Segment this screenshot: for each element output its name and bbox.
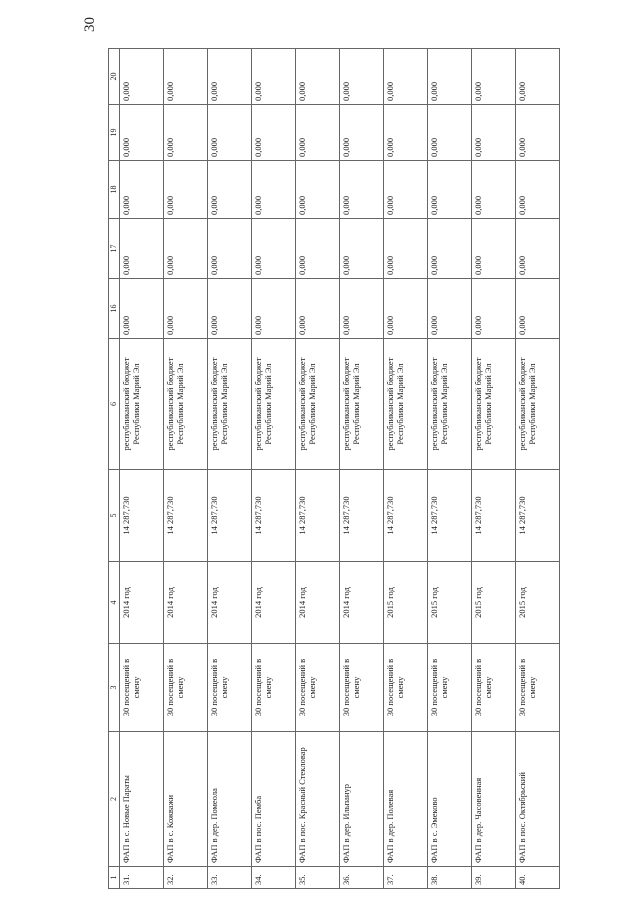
value-20-cell: 0,000 xyxy=(164,49,208,105)
value-18-cell: 0,000 xyxy=(208,161,252,219)
value-18-cell: 0,000 xyxy=(340,161,384,219)
table-row xyxy=(164,49,208,889)
value-20-cell: 0,000 xyxy=(252,49,296,105)
value-17-cell: 0,000 xyxy=(252,219,296,279)
row-number-cell: 37. xyxy=(384,867,428,889)
table-row xyxy=(472,49,516,889)
value-18-cell: 0,000 xyxy=(164,161,208,219)
value-20-cell: 0,000 xyxy=(120,49,164,105)
column-number: 5 xyxy=(109,470,120,562)
cost-cell: 14 287,730 xyxy=(516,470,560,562)
value-18-cell: 0,000 xyxy=(384,161,428,219)
value-17-cell: 0,000 xyxy=(296,219,340,279)
value-20-cell: 0,000 xyxy=(296,49,340,105)
facility-name-cell: ФАП в дер. Ильпанур xyxy=(340,732,384,867)
capacity-cell: 30 посещений в смену xyxy=(472,644,516,732)
value-16-cell: 0,000 xyxy=(164,279,208,339)
value-17-cell: 0,000 xyxy=(120,219,164,279)
value-16-cell: 0,000 xyxy=(516,279,560,339)
capacity-cell: 30 посещений в смену xyxy=(516,644,560,732)
row-number-cell: 33. xyxy=(208,867,252,889)
value-19-cell: 0,000 xyxy=(208,105,252,161)
funding-source-cell: республиканский бюджет Республики Марий Эл xyxy=(208,339,252,470)
value-17-cell: 0,000 xyxy=(164,219,208,279)
value-17-cell: 0,000 xyxy=(472,219,516,279)
table-body xyxy=(120,49,560,889)
capacity-cell: 30 посещений в смену xyxy=(296,644,340,732)
facility-name-cell: ФАП в пос. Пемба xyxy=(252,732,296,867)
cost-cell: 14 287,730 xyxy=(384,470,428,562)
cost-cell: 14 287,730 xyxy=(472,470,516,562)
cost-cell: 14 287,730 xyxy=(428,470,472,562)
cost-cell: 14 287,730 xyxy=(296,470,340,562)
value-18-cell: 0,000 xyxy=(296,161,340,219)
year-cell: 2015 год xyxy=(472,562,516,644)
year-cell: 2014 год xyxy=(252,562,296,644)
column-number: 3 xyxy=(109,644,120,732)
funding-source-cell: республиканский бюджет Республики Марий Эл xyxy=(340,339,384,470)
value-17-cell: 0,000 xyxy=(428,219,472,279)
value-19-cell: 0,000 xyxy=(340,105,384,161)
value-20-cell: 0,000 xyxy=(384,49,428,105)
table-row xyxy=(120,49,164,889)
cost-cell: 14 287,730 xyxy=(340,470,384,562)
value-20-cell: 0,000 xyxy=(208,49,252,105)
value-18-cell: 0,000 xyxy=(472,161,516,219)
row-number-cell: 39. xyxy=(472,867,516,889)
value-19-cell: 0,000 xyxy=(120,105,164,161)
value-20-cell: 0,000 xyxy=(340,49,384,105)
row-number-cell: 40. xyxy=(516,867,560,889)
table-row xyxy=(384,49,428,889)
capacity-cell: 30 посещений в смену xyxy=(252,644,296,732)
value-18-cell: 0,000 xyxy=(120,161,164,219)
year-cell: 2014 год xyxy=(340,562,384,644)
facility-name-cell: ФАП в дер. Часовенная xyxy=(472,732,516,867)
row-number-cell: 31. xyxy=(120,867,164,889)
capacity-cell: 30 посещений в смену xyxy=(428,644,472,732)
funding-source-cell: республиканский бюджет Республики Марий Эл xyxy=(428,339,472,470)
facility-name-cell: ФАП в с. Новые Параты xyxy=(120,732,164,867)
value-19-cell: 0,000 xyxy=(384,105,428,161)
table-row xyxy=(428,49,472,889)
rotated-table-container xyxy=(108,49,546,889)
facility-name-cell: ФАП в с. Кожважи xyxy=(164,732,208,867)
funding-source-cell: республиканский бюджет Республики Марий Эл xyxy=(120,339,164,470)
value-19-cell: 0,000 xyxy=(516,105,560,161)
column-number: 1 xyxy=(109,867,120,889)
value-18-cell: 0,000 xyxy=(428,161,472,219)
column-number: 18 xyxy=(109,161,120,219)
value-19-cell: 0,000 xyxy=(296,105,340,161)
table-row xyxy=(208,49,252,889)
value-16-cell: 0,000 xyxy=(252,279,296,339)
column-number: 2 xyxy=(109,732,120,867)
funding-source-cell: республиканский бюджет Республики Марий Эл xyxy=(516,339,560,470)
facility-name-cell: ФАП в пос. Красный Стекловар xyxy=(296,732,340,867)
column-number: 16 xyxy=(109,279,120,339)
capacity-cell: 30 посещений в смену xyxy=(164,644,208,732)
cost-cell: 14 287,730 xyxy=(252,470,296,562)
year-cell: 2014 год xyxy=(164,562,208,644)
row-number-cell: 32. xyxy=(164,867,208,889)
facility-name-cell: ФАП в дер. Помеола xyxy=(208,732,252,867)
funding-source-cell: республиканский бюджет Республики Марий Эл xyxy=(296,339,340,470)
value-17-cell: 0,000 xyxy=(516,219,560,279)
value-20-cell: 0,000 xyxy=(428,49,472,105)
funding-source-cell: республиканский бюджет Республики Марий Эл xyxy=(164,339,208,470)
table-row xyxy=(516,49,560,889)
column-number-row xyxy=(109,49,120,889)
facility-name-cell: ФАП в пос. Октябрьский xyxy=(516,732,560,867)
column-number: 6 xyxy=(109,339,120,470)
year-cell: 2014 год xyxy=(120,562,164,644)
year-cell: 2014 год xyxy=(208,562,252,644)
value-19-cell: 0,000 xyxy=(472,105,516,161)
facilities-table xyxy=(108,48,560,889)
facility-name-cell: ФАП в дер. Полевая xyxy=(384,732,428,867)
capacity-cell: 30 посещений в смену xyxy=(384,644,428,732)
year-cell: 2014 год xyxy=(296,562,340,644)
cost-cell: 14 287,730 xyxy=(164,470,208,562)
value-16-cell: 0,000 xyxy=(296,279,340,339)
row-number-cell: 38. xyxy=(428,867,472,889)
year-cell: 2015 год xyxy=(516,562,560,644)
funding-source-cell: республиканский бюджет Республики Марий Эл xyxy=(252,339,296,470)
value-19-cell: 0,000 xyxy=(164,105,208,161)
value-20-cell: 0,000 xyxy=(516,49,560,105)
value-17-cell: 0,000 xyxy=(208,219,252,279)
value-20-cell: 0,000 xyxy=(472,49,516,105)
value-16-cell: 0,000 xyxy=(208,279,252,339)
funding-source-cell: республиканский бюджет Республики Марий Эл xyxy=(472,339,516,470)
year-cell: 2015 год xyxy=(384,562,428,644)
capacity-cell: 30 посещений в смену xyxy=(208,644,252,732)
value-16-cell: 0,000 xyxy=(472,279,516,339)
cost-cell: 14 287,730 xyxy=(208,470,252,562)
facility-name-cell: ФАП в с. Эмеково xyxy=(428,732,472,867)
funding-source-cell: республиканский бюджет Республики Марий Эл xyxy=(384,339,428,470)
page-number: 30 xyxy=(82,17,98,32)
value-16-cell: 0,000 xyxy=(384,279,428,339)
table-row xyxy=(296,49,340,889)
value-18-cell: 0,000 xyxy=(516,161,560,219)
value-16-cell: 0,000 xyxy=(428,279,472,339)
year-cell: 2015 год xyxy=(428,562,472,644)
table-row xyxy=(252,49,296,889)
table-row xyxy=(340,49,384,889)
value-19-cell: 0,000 xyxy=(252,105,296,161)
value-16-cell: 0,000 xyxy=(340,279,384,339)
value-17-cell: 0,000 xyxy=(384,219,428,279)
column-number: 19 xyxy=(109,105,120,161)
row-number-cell: 36. xyxy=(340,867,384,889)
cost-cell: 14 287,730 xyxy=(120,470,164,562)
value-19-cell: 0,000 xyxy=(428,105,472,161)
column-number: 4 xyxy=(109,562,120,644)
row-number-cell: 34. xyxy=(252,867,296,889)
row-number-cell: 35. xyxy=(296,867,340,889)
capacity-cell: 30 посещений в смену xyxy=(120,644,164,732)
value-16-cell: 0,000 xyxy=(120,279,164,339)
value-17-cell: 0,000 xyxy=(340,219,384,279)
column-number: 17 xyxy=(109,219,120,279)
capacity-cell: 30 посещений в смену xyxy=(340,644,384,732)
column-number: 20 xyxy=(109,49,120,105)
value-18-cell: 0,000 xyxy=(252,161,296,219)
